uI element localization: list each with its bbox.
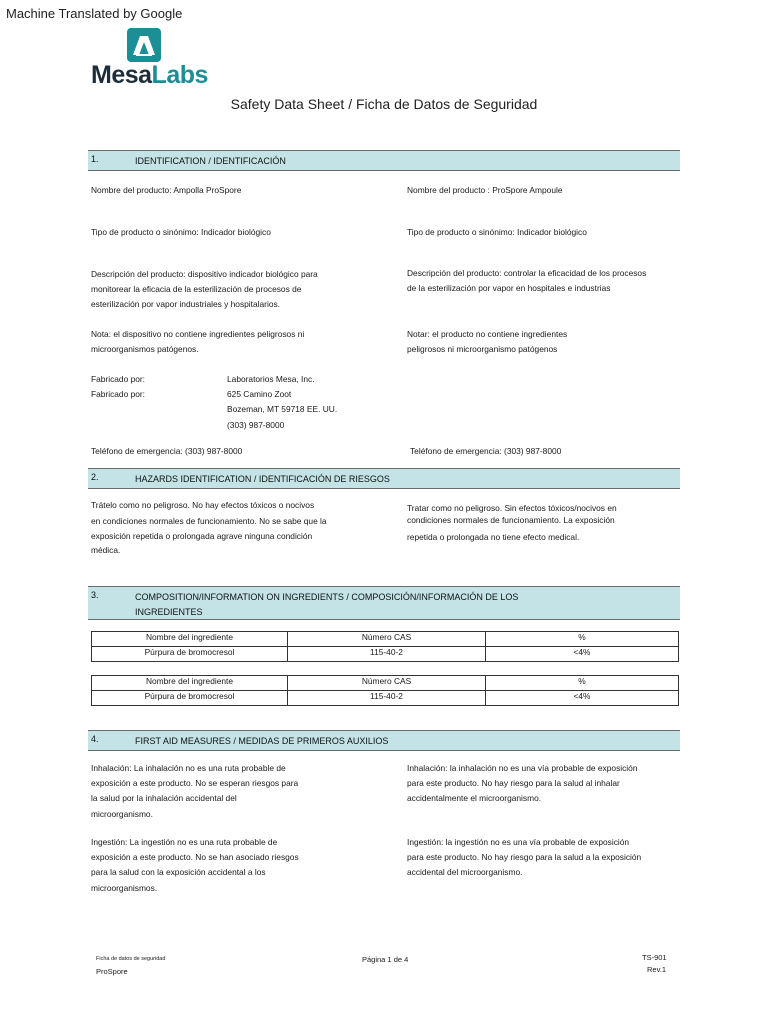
ingredient-name: Púrpura de bromocresol <box>92 647 288 662</box>
manufacturer-address: Laboratorios Mesa, Inc. 625 Camino Zoot Bozeman, MT 59718 EE. UU. (303) 987-8000 <box>227 374 338 430</box>
document-title: Safety Data Sheet / Ficha de Datos de Seguridad <box>230 96 538 112</box>
table-row <box>92 647 679 662</box>
table-header-row <box>92 632 679 647</box>
cas-number: 115-40-2 <box>288 647 486 662</box>
product-name-en: Nombre del producto : ProSpore Ampoule <box>407 185 563 195</box>
percent-value: <4% <box>486 691 679 706</box>
table-header-row <box>92 676 679 691</box>
product-type-left: Tipo de producto o sinónimo: Indicador biológico <box>91 227 271 237</box>
section-4-header: 4. FIRST AID MEASURES / MEDIDAS DE PRIMEROS AUXILIOS <box>88 730 680 751</box>
translation-banner: Machine Translated by Google <box>6 6 183 21</box>
emergency-phone-left: Teléfono de emergencia: (303) 987-8000 <box>91 446 243 456</box>
footer-page-number: Página 1 de 4 <box>362 955 409 964</box>
header-cas: Número CAS <box>288 676 486 691</box>
footer-doc-name: Ficha de datos de seguridad <box>96 956 166 962</box>
note-left: Nota: el dispositivo no contiene ingredientes peligrosos ni microorganismos patógenos. <box>91 329 305 355</box>
ingredients-table-1 <box>91 631 679 662</box>
ingredient-name: Púrpura de bromocresol <box>92 691 288 706</box>
header-cas: Número CAS <box>288 632 486 647</box>
product-description-right: Descripción del producto: controlar la eficacidad de los procesos de la esterilización por vapor en hospitales e industrias <box>407 268 647 294</box>
note-right: Notar: el producto no contiene ingredientes peligrosos ni microorganismo patógenos <box>407 329 568 355</box>
header-percent: % <box>486 676 679 691</box>
product-type-right: Tipo de producto o sinónimo: Indicador biológico <box>407 227 587 237</box>
emergency-phone-right: Teléfono de emergencia: (303) 987-8000 <box>410 446 562 456</box>
footer-revision: Rev.1 <box>647 965 667 974</box>
first-aid-inhalation-right: Inhalación: la inhalación no es una vía probable de exposición para este producto. No hay riesgo para la salud al inhalar accidentalmente el microorganismo. <box>407 763 638 804</box>
first-aid-ingestion-left: Ingestión: La ingestión no es una ruta probable de exposición a este producto. No se han asociado riesgos para la salud con la exposición accidental a los microorganismos. <box>91 837 299 893</box>
footer-product: ProSpore <box>96 967 128 976</box>
product-description-left: Descripción del producto: dispositivo indicador biológico para monitorear la eficacia de la esterilización de procesos de esterilización por vapor industriales y hospitalarios. <box>91 269 318 310</box>
cas-number: 115-40-2 <box>288 691 486 706</box>
first-aid-ingestion-right: Ingestión: la ingestión no es una vía probable de exposición para este producto. No hay riesgo para la salud a la exposición accidental del microorganismo. <box>407 837 642 878</box>
first-aid-inhalation-left: Inhalación: La inhalación no es una ruta probable de exposición a este producto. No se esperan riesgos para la salud por la inhalación accidental del microorganismo. <box>91 763 299 819</box>
section-3-header: 3. COMPOSITION/INFORMATION ON INGREDIENTS / COMPOSICIÓN/INFORMACIÓN DE LOS INGREDIENTES <box>88 586 680 620</box>
mesa-labs-logo-icon <box>127 28 161 62</box>
header-percent: % <box>486 632 679 647</box>
section-2-header: 2. HAZARDS IDENTIFICATION / IDENTIFICACIÓN DE RIESGOS <box>88 468 680 489</box>
hazards-right: Tratar como no peligroso. Sin efectos tóxicos/nocivos en condiciones normales de funcionamiento. La exposición repetida o prolongada no tiene efecto medical. <box>407 503 617 543</box>
brand-logo-text: MesaLabs <box>91 61 208 89</box>
footer-doc-code: TS-901 <box>642 953 667 962</box>
header-ingredient: Nombre del ingrediente <box>92 676 288 691</box>
table-row <box>92 691 679 706</box>
product-name-es: Nombre del producto: Ampolla ProSpore <box>91 185 242 195</box>
header-ingredient: Nombre del ingrediente <box>92 632 288 647</box>
percent-value: <4% <box>486 647 679 662</box>
ingredients-table-2 <box>91 675 679 706</box>
manufacturer-labels: Fabricado por: Fabricado por: <box>91 374 145 400</box>
hazards-left: Trátelo como no peligroso. No hay efectos tóxicos o nocivos en condiciones normales de funcionamiento. No se sabe que la exposición repetida o prolongada agrave ninguna condición médica. <box>91 500 327 555</box>
section-1-header: 1. IDENTIFICATION / IDENTIFICACIÓN <box>88 150 680 171</box>
